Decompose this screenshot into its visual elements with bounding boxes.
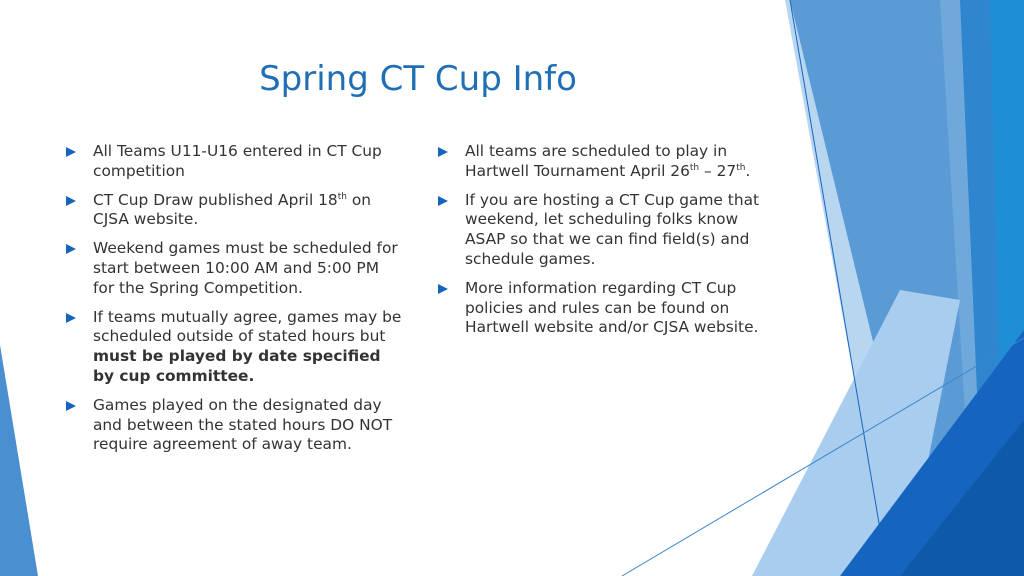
left-edge-shape	[0, 345, 38, 576]
bullet-bold-text: must be played by date specified by cup committee.	[93, 347, 381, 385]
bullet-marker-icon	[66, 196, 76, 206]
bullet-text: CT Cup Draw published April 18th on CJSA website.	[93, 190, 372, 229]
bullet-text: All Teams U11-U16 entered in CT Cup competition	[93, 142, 382, 180]
bullet-text: Weekend games must be scheduled for start between 10:00 AM and 5:00 PM for the Spring Competition.	[93, 239, 398, 297]
bullet-text: All teams are scheduled to play in Hartwell Tournament April 26th – 27th.	[465, 142, 751, 180]
bullet-text: If you are hosting a CT Cup game that weekend, let scheduling folks know ASAP so that we can find field(s) and schedule games.	[465, 190, 760, 268]
bullet-marker-icon	[438, 147, 448, 157]
bullet-marker-icon	[438, 196, 448, 206]
bullet-item	[64, 191, 404, 231]
bullet-item	[64, 308, 404, 387]
bullet-text: More information regarding CT Cup policies and rules can be found on Hartwell website and/or CJSA website.	[465, 278, 759, 337]
bullet-text: If teams mutually agree, games may be scheduled outside of stated hours but must be played by date specified by cup committee.	[93, 307, 402, 385]
slide-title: Spring CT Cup Info	[259, 59, 577, 99]
bullet-marker-icon	[66, 147, 76, 157]
left-bullet-list	[64, 142, 404, 464]
bullet-marker-icon	[66, 313, 76, 323]
bullet-item	[436, 279, 781, 338]
bullet-item	[64, 239, 404, 298]
bullet-item	[64, 396, 404, 455]
bullet-marker-icon	[66, 401, 76, 411]
bullet-marker-icon	[438, 284, 448, 294]
right-bullet-list	[436, 142, 781, 347]
bullet-item	[436, 142, 781, 182]
bullet-marker-icon	[66, 244, 76, 254]
bullet-item	[64, 142, 404, 182]
bullet-text: Games played on the designated day and between the stated hours DO NOT require agreement of away team.	[93, 395, 393, 454]
bullet-item	[436, 191, 781, 270]
